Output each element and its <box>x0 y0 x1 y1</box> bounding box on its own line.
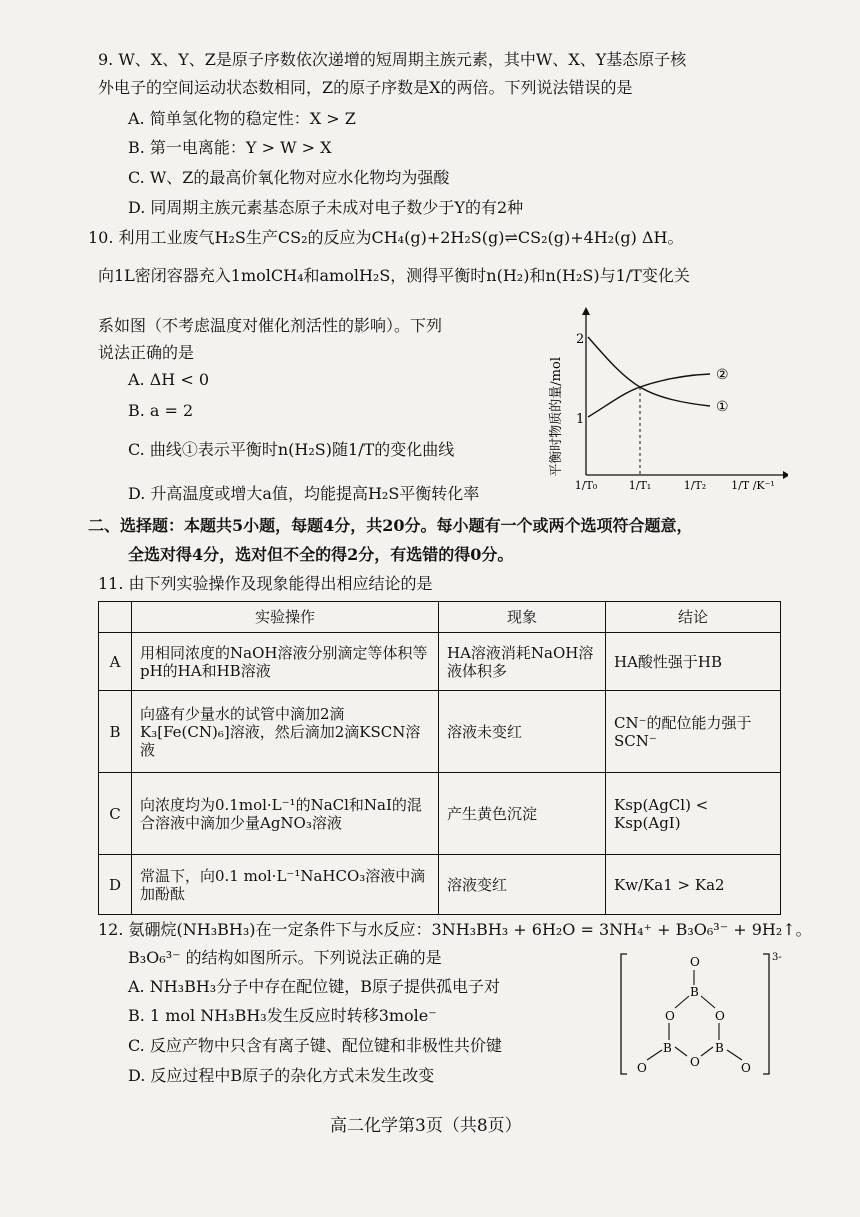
q12-stem-line2: B₃O₆³⁻ 的结构如图所示。下列说法正确的是 <box>128 948 442 967</box>
row-phenomenon: 溶液未变红 <box>439 691 606 773</box>
q10-option-b: B. a = 2 <box>128 401 194 420</box>
row-letter: B <box>99 691 132 773</box>
equilibrium-graph <box>548 305 788 490</box>
atom-o-left: O <box>665 1009 675 1023</box>
table-row <box>99 855 781 915</box>
row-phenomenon: HA溶液消耗NaOH溶液体积多 <box>439 633 606 691</box>
q12-option-c: C. 反应产物中只含有离子键、配位键和非极性共价键 <box>128 1036 502 1055</box>
y-axis-label: 平衡时物质的量/mol <box>549 357 564 477</box>
bond <box>675 1047 687 1056</box>
row-letter: C <box>99 773 132 855</box>
right-bracket <box>763 954 769 1074</box>
header-operation: 实验操作 <box>132 602 439 633</box>
row-letter: A <box>99 633 132 691</box>
x-axis-unit: 1/T /K⁻¹ <box>731 479 775 490</box>
atom-b-right: B <box>715 1041 724 1055</box>
table-row <box>99 633 781 691</box>
page-footer: 高二化学第3页（共8页） <box>330 1116 522 1136</box>
bond <box>647 1050 662 1060</box>
row-conclusion: CN⁻的配位能力强于SCN⁻ <box>606 691 781 773</box>
q9-option-b: B. 第一电离能：Y > W > X <box>128 138 332 157</box>
y-tick-2: 2 <box>576 332 585 347</box>
row-conclusion: HA酸性强于HB <box>606 633 781 691</box>
x-tick-t2: 1/T₂ <box>683 479 707 490</box>
atom-b-top: B <box>690 985 699 999</box>
header-conclusion: 结论 <box>606 602 781 633</box>
q10-stem-line2: 向1L密闭容器充入1molCH₄和amolH₂S，测得平衡时n(H₂)和n(H₂S)与1/T变化关 <box>98 266 690 285</box>
atom-o-bottom-right: O <box>741 1061 751 1075</box>
b3o6-structure <box>615 950 785 1080</box>
q10-stem-line3: 系如图（不考虑温度对催化剂活性的影响）。下列 <box>98 316 443 335</box>
q10-option-c: C. 曲线①表示平衡时n(H₂S)随1/T的变化曲线 <box>128 440 455 459</box>
row-operation: 用相同浓度的NaOH溶液分别滴定等体积等pH的HA和HB溶液 <box>132 633 439 691</box>
q10-option-a: A. ΔH < 0 <box>128 370 209 389</box>
curve-1-label: ① <box>716 399 729 415</box>
row-operation: 向盛有少量水的试管中滴加2滴K₃[Fe(CN)₆]溶液，然后滴加2滴KSCN溶液 <box>132 691 439 773</box>
bond <box>675 996 689 1008</box>
q10-stem-line4: 说法正确的是 <box>98 343 195 362</box>
curve-2-line <box>588 374 710 417</box>
row-phenomenon: 溶液变红 <box>439 855 606 915</box>
q9-stem-line2: 外电子的空间运动状态数相同，Z的原子序数是X的两倍。下列说法错误的是 <box>98 78 633 97</box>
table-header-row <box>99 602 781 633</box>
bond <box>701 1047 713 1056</box>
q12-option-d: D. 反应过程中B原子的杂化方式未发生改变 <box>128 1066 435 1085</box>
q9-option-a: A. 简单氢化物的稳定性：X > Z <box>128 109 356 128</box>
atom-b-left: B <box>663 1041 672 1055</box>
row-letter: D <box>99 855 132 915</box>
atom-o-bottom-left: O <box>637 1061 647 1075</box>
row-phenomenon: 产生黄色沉淀 <box>439 773 606 855</box>
q9-option-c: C. W、Z的最高价氧化物对应水化物均为强酸 <box>128 168 450 187</box>
q12-option-b: B. 1 mol NH₃BH₃发生反应时转移3mole⁻ <box>128 1006 437 1025</box>
y-axis-arrow <box>582 307 590 315</box>
atom-o-top: O <box>690 955 700 969</box>
row-conclusion: Ksp(AgCl) < Ksp(AgI) <box>606 773 781 855</box>
q11-table <box>98 601 781 915</box>
x-axis-arrow <box>783 471 788 479</box>
header-phenomenon: 现象 <box>439 602 606 633</box>
atom-o-bottom: O <box>690 1055 700 1069</box>
x-tick-t0: 1/T₀ <box>574 479 598 490</box>
q11-stem: 11. 由下列实验操作及现象能得出相应结论的是 <box>98 574 433 593</box>
left-bracket <box>621 954 627 1074</box>
curve-2-label: ② <box>716 367 729 383</box>
bond <box>701 996 715 1008</box>
x-tick-t1: 1/T₁ <box>628 479 652 490</box>
table-row <box>99 691 781 773</box>
row-conclusion: Kw/Ka1 > Ka2 <box>606 855 781 915</box>
table-row <box>99 773 781 855</box>
q10-option-d: D. 升高温度或增大a值，均能提高H₂S平衡转化率 <box>128 484 480 503</box>
row-operation: 常温下，向0.1 mol·L⁻¹NaHCO₃溶液中滴加酚酞 <box>132 855 439 915</box>
q10-stem-line1: 10. 利用工业废气H₂S生产CS₂的反应为CH₄(g)+2H₂S(g)⇌CS₂(g)+4H₂(g) ΔH。 <box>88 228 684 247</box>
curve-1-tail <box>640 387 710 406</box>
q9-option-d: D. 同周期主族元素基态原子未成对电子数少于Y的有2种 <box>128 198 524 217</box>
atom-o-right: O <box>715 1009 725 1023</box>
q12-option-a: A. NH₃BH₃分子中存在配位键，B原子提供孤电子对 <box>128 977 500 996</box>
charge-label: 3- <box>772 952 782 963</box>
section2-heading-line2: 全选对得4分，选对但不全的得2分，有选错的得0分。 <box>128 545 514 564</box>
section2-heading-line1: 二、选择题：本题共5小题，每题4分，共20分。每小题有一个或两个选项符合题意， <box>88 516 693 535</box>
row-operation: 向浓度均为0.1mol·L⁻¹的NaCl和NaI的混合溶液中滴加少量AgNO₃溶液 <box>132 773 439 855</box>
q12-stem-line1: 12. 氨硼烷(NH₃BH₃)在一定条件下与水反应：3NH₃BH₃ + 6H₂O = 3NH₄⁺ + B₃O₆³⁻ + 9H₂↑。 <box>98 920 812 939</box>
bond <box>727 1050 742 1060</box>
header-letter <box>99 602 132 633</box>
q9-stem-line1: 9. W、X、Y、Z是原子序数依次递增的短周期主族元素，其中W、X、Y基态原子核 <box>98 50 687 69</box>
curve-1-line <box>588 337 640 387</box>
y-tick-1: 1 <box>576 412 585 427</box>
